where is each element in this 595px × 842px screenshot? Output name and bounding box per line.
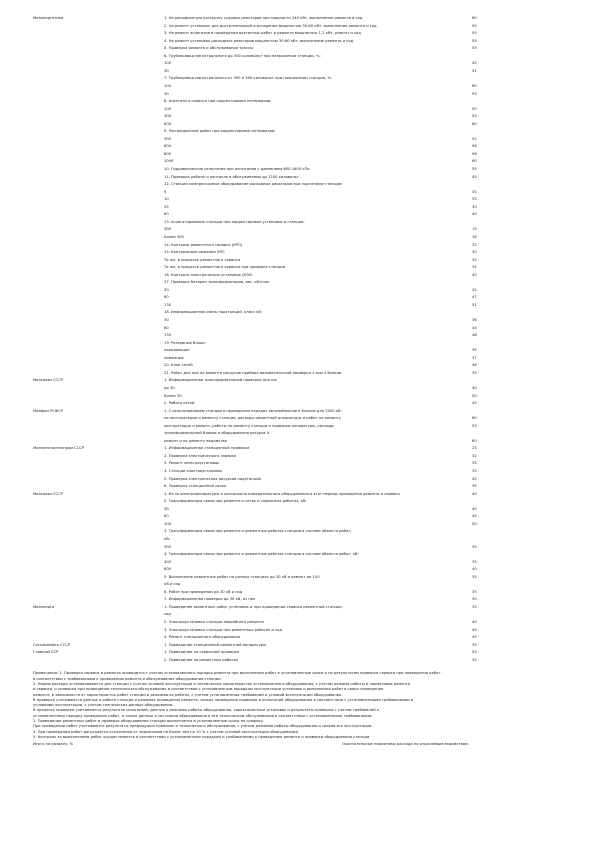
description-cell: 7. Трубопровод магистрального от 300 и 500 киловольт при напряжении станции, %: bbox=[164, 76, 333, 81]
value-cell: 45 bbox=[472, 514, 477, 519]
description-cell: 12. Станции компрессорные оборудование расходных реакторов при подготовке станции: bbox=[164, 182, 343, 187]
description-cell: 5. Проверка ремонта и обслуживания трассы bbox=[164, 46, 253, 51]
value-cell: 52 bbox=[472, 136, 477, 141]
description-cell: 14. Контроль ремонтного сервиса (КРО) bbox=[164, 242, 243, 247]
ministry-cell: Главный ССР bbox=[33, 650, 59, 655]
value-cell: 34 bbox=[472, 265, 477, 270]
description-cell: 5 bbox=[164, 189, 167, 194]
description-cell: 30 bbox=[164, 68, 169, 73]
value-cell: 30 bbox=[472, 250, 477, 255]
value-cell: 16 bbox=[472, 234, 477, 239]
description-cell: 17. Проверка батареи трансформаторов, вес. кВт/час: bbox=[164, 280, 271, 285]
value-cell: 35 bbox=[472, 657, 477, 662]
note-line: 5. Контроль за выполнением работ осуществляется в соответствии с установленным порядком и требованиями к проведению ремонта и проверки оборудования станции. bbox=[33, 734, 371, 739]
ministry-cell: Минэлектротехпром СССР bbox=[33, 446, 85, 451]
value-cell: 60 bbox=[472, 83, 477, 88]
value-cell: 60 bbox=[472, 416, 477, 421]
description-cell: 130 bbox=[164, 333, 172, 338]
value-cell: 35 bbox=[472, 197, 477, 202]
value-cell: 35 bbox=[472, 484, 477, 489]
description-cell: 300 bbox=[164, 544, 172, 549]
description-cell: приемные bbox=[164, 355, 184, 360]
description-cell: 2. Работа сетей bbox=[164, 401, 195, 406]
description-cell: 15. Контрольные решения (КР) bbox=[164, 250, 225, 255]
description-cell: кВ: bbox=[164, 536, 170, 541]
note-line: в соответствии с требованиями к проведению ремонта и обслуживания оборудования станции. bbox=[33, 676, 222, 681]
description-cell: 16. Контроль электрических установок (КЭУ) bbox=[164, 272, 253, 277]
ministry-cell: Минсвязи СССР bbox=[33, 378, 63, 383]
value-cell: 35 bbox=[472, 469, 477, 473]
value-cell: 35 bbox=[472, 642, 477, 647]
value-cell: 55 bbox=[472, 91, 477, 96]
value-cell: 45 bbox=[472, 174, 477, 179]
value-cell: 40 bbox=[472, 491, 477, 496]
description-cell: Более 30 bbox=[164, 393, 182, 398]
value-cell: 60 bbox=[472, 159, 477, 164]
ministry-cell: Минэнергетики bbox=[33, 16, 64, 20]
value-cell: 50 bbox=[472, 106, 477, 111]
value-cell: 44 bbox=[472, 325, 477, 330]
description-cell: 800 bbox=[164, 151, 172, 156]
description-cell: 600 bbox=[164, 567, 172, 572]
value-cell: 36 bbox=[472, 318, 477, 322]
value-cell: 50 bbox=[472, 521, 477, 526]
description-cell: 6. Трубопровод магистрального до 300 киловольт при напряжении станции, %: bbox=[164, 53, 321, 58]
description-cell: 10. Гидравлические испытания при испытании с давлением 600-1600 кПа bbox=[164, 167, 310, 171]
value-cell: 42 bbox=[472, 287, 477, 292]
description-cell: 300 bbox=[164, 136, 172, 141]
description-cell: То же, в процессе ремонтного сервиса при проверке станции bbox=[164, 265, 286, 270]
value-cell: 55 bbox=[472, 167, 477, 171]
value-cell: 51 bbox=[472, 302, 477, 307]
value-cell: 35 bbox=[472, 604, 477, 609]
description-cell: 7. Информационная проверка до 30 кВ, из них bbox=[164, 597, 256, 602]
description-cell: 4. На ремонт установок расходных реакторов мощностью 30-60 кВт, выполнение ремонта и сод bbox=[164, 38, 354, 43]
description-cell: 13. Агрегатирование станции при корректировке установки и станции: bbox=[164, 219, 305, 224]
description-cell: передающие bbox=[164, 348, 190, 353]
note-line: В процессе проверки учитываются результаты испытаний, данные о режимах работы оборудования, характеристики установок и результаты проверки с учетом требований к bbox=[33, 708, 380, 713]
description-cell: 2. Проведение на ремонтных работах bbox=[164, 657, 239, 662]
description-cell: 19. Резервные блоки: bbox=[164, 340, 206, 345]
value-cell: 55 bbox=[472, 31, 477, 36]
description-cell: 1. На расширенную разгрузку судовых реакторов при мощности 240 кВт, выполнение ремонта и сод bbox=[164, 16, 363, 20]
description-cell: 30 bbox=[164, 506, 169, 511]
description-cell: 20. Блок сетей bbox=[164, 363, 193, 368]
value-cell: 30 bbox=[472, 189, 477, 194]
description-cell: 30 bbox=[164, 287, 169, 292]
note-line: 4. При проведении работ допускается отклонение от нормативов не более чем на 10 % с учетом условий эксплуатации оборудования. bbox=[33, 729, 299, 734]
note-line: установленному порядку проведения работ, а также данные о состоянии оборудования и его техническом обслуживании в соответствии с установленными требованиями. bbox=[33, 713, 373, 718]
description-cell: 2. Трансформаторы связи при ремонте и сетях и сервисных работах, кВ: bbox=[164, 499, 307, 504]
value-cell: 60 bbox=[472, 16, 477, 20]
footer-left: Итого по разделу, % bbox=[33, 742, 74, 747]
value-cell: 30 bbox=[472, 204, 477, 209]
description-cell: 60 bbox=[164, 295, 169, 300]
note-line: ремонта, в зависимости от характеристик работ станции и режимов ее работы, с учетом установленных требований и условий эксплуатации оборудования. bbox=[33, 692, 343, 697]
description-cell: 1000 bbox=[164, 159, 174, 164]
value-cell: 48 bbox=[472, 333, 477, 338]
description-cell: Более 300 bbox=[164, 234, 184, 239]
description-cell: 2. На ремонт установок для дистилляторной и испарения мощностью 30-60 кВт, выполнение ремонта и сод bbox=[164, 23, 377, 28]
description-cell: 1. Информационная станционной проверки bbox=[164, 446, 250, 451]
value-cell: 35 bbox=[472, 589, 477, 594]
description-cell: 2. Проверка электрического сервиса bbox=[164, 453, 237, 458]
value-cell: 15 bbox=[472, 227, 477, 232]
description-cell: 300 bbox=[164, 227, 172, 232]
description-cell: 130 bbox=[164, 302, 172, 307]
value-cell: 51 bbox=[472, 68, 477, 73]
description-cell: 4. Станции электроустановок bbox=[164, 469, 223, 473]
description-cell: 600 bbox=[164, 121, 172, 126]
description-cell: 2. Электроустановки станции аварийного ремонта bbox=[164, 620, 264, 624]
ministry-cell: Минсвязи СССР bbox=[33, 491, 63, 496]
description-cell: 8. Агрегаты в сервисе при корректировке интервалов: bbox=[164, 99, 272, 104]
description-cell: 60 bbox=[164, 325, 169, 330]
value-cell: 55 bbox=[472, 46, 477, 51]
value-cell: 37 bbox=[472, 355, 477, 360]
description-cell: 100 bbox=[164, 106, 172, 111]
description-cell: 1. Проведение станционной ремонтной аппаратуры bbox=[164, 642, 267, 647]
description-cell: кВ и сод bbox=[164, 582, 181, 587]
value-cell: 45 bbox=[472, 401, 477, 406]
value-cell: 48 bbox=[472, 363, 477, 368]
value-cell: 40 bbox=[472, 506, 477, 511]
value-cell: 47 bbox=[472, 295, 477, 300]
description-cell: эксплуатация и ремонт, работы по ремонту станции и проверки аппаратуры, расходы bbox=[164, 423, 334, 428]
description-cell: 21. Работ для при их ремонте ресурсов прибора автоматической проверки 4 или 4 блоков bbox=[164, 370, 342, 375]
value-cell: 35 bbox=[472, 574, 477, 579]
value-cell: 40 bbox=[472, 620, 477, 624]
description-cell: 1. Из-за электроаппаратуры и контрольно-измерительного оборудования в этот период проведения ремонта и сервиса bbox=[164, 491, 400, 496]
ministry-cell: Госкомнефть СССР bbox=[33, 642, 71, 647]
note-line: При проведении работ учитываются результаты предыдущих проверок и технического обслуживания, с учетом режимов работы оборудования и сроков его эксплуатации. bbox=[33, 724, 373, 729]
description-cell: 100 bbox=[164, 83, 172, 88]
value-cell: 55 bbox=[472, 23, 477, 28]
description-cell: 60 bbox=[164, 514, 169, 519]
description-cell: 3. Ремонт электроустановок bbox=[164, 461, 220, 466]
value-cell: 55 bbox=[472, 38, 477, 43]
value-cell: 55 bbox=[472, 114, 477, 119]
description-cell: 30 bbox=[164, 318, 169, 322]
value-cell: 35 bbox=[472, 348, 477, 353]
description-cell: 400 bbox=[164, 559, 172, 564]
value-cell: 35 bbox=[472, 370, 477, 375]
description-cell: до 30 bbox=[164, 385, 175, 390]
description-cell: 1. Проведение на сервисной проверке bbox=[164, 650, 240, 655]
value-cell: 45 bbox=[472, 635, 477, 640]
value-cell: 40 bbox=[472, 385, 477, 390]
note-line: В проверке учитываются данные о работе станции и режимах проведения ремонта, сроках проведения проверки и испытаний оборудования в соответствии с установленными требованиями и bbox=[33, 697, 414, 702]
note-line: условиями эксплуатации, с учетом технических данных оборудования. bbox=[33, 703, 174, 708]
description-cell: То же, в процессе ремонтного сервиса bbox=[164, 257, 240, 262]
description-cell: трансформаторной блоков и оборудования ресурса А bbox=[164, 431, 270, 436]
note-line: 2. Нормы расхода устанавливаются для станции с учетом условий эксплуатации и технических характеристик установленного оборудования, с учетом режима работы и нормативов ремонта bbox=[33, 681, 411, 686]
description-cell: 100 bbox=[164, 521, 172, 526]
description-cell: по эксплуатации и ремонту станции, расходы ремонтной аппаратуры и работ по ремонту bbox=[164, 416, 341, 421]
description-cell: 4. Ремонт станционного оборудования bbox=[164, 635, 240, 640]
description-cell: 9. Распределение работ при корректировке интервалов: bbox=[164, 129, 276, 134]
note-line: и сервиса, и проверки при проведении технического обслуживания в соответствии с установленным порядком эксплуатации установок и выполнения работ в сроки проведения bbox=[33, 687, 384, 692]
description-cell: 3. Электроустановки станции при ремонтных работах и сод bbox=[164, 627, 282, 632]
description-cell: 3. На ремонт агрегатов в проведении вахтенных работ и ремонта мощностью 1-2 кВт, ремонт и сод bbox=[164, 31, 361, 36]
description-cell: 25 bbox=[164, 204, 169, 209]
value-cell: 40 bbox=[472, 212, 477, 217]
description-cell: 6. Работ при проведении до 30 кВ и сод bbox=[164, 589, 243, 594]
value-cell: 40 bbox=[472, 567, 477, 572]
description-cell: 18. Информационная связь подстанций, класс кВ: bbox=[164, 310, 263, 315]
description-cell: 4. Трансформаторы связи при ремонте и ремонтных работах станции в составе объекта работ, кВ: bbox=[164, 552, 359, 557]
description-cell: сод bbox=[164, 612, 171, 617]
description-cell: ремонт и по ремонту ведомства bbox=[164, 438, 227, 443]
value-cell: 45 bbox=[472, 61, 477, 66]
value-cell: 50 bbox=[472, 393, 477, 398]
description-cell: 100 bbox=[164, 61, 172, 66]
description-cell: 5. Выполнение ремонтных работ на разных станциях до 30 кВ и ремонт до 100 bbox=[164, 574, 320, 579]
value-cell: 32 bbox=[472, 453, 477, 458]
ministry-cell: Минэнерго bbox=[33, 604, 55, 609]
description-cell: 3. Трансформаторы связи при ремонте и ремонтных работах станции в составе объекта работ, bbox=[164, 529, 352, 534]
value-cell: 32 bbox=[472, 242, 477, 247]
value-cell: 60 bbox=[472, 438, 477, 443]
footer-right: Окончательные нормативы расхода по отраслевым ведомствам bbox=[342, 742, 468, 747]
description-cell: 1. С использованием станции в проведении передач автомобильного блоком для 2000 кВ: bbox=[164, 408, 342, 413]
description-cell: 5. Проверка электрических ресурсов подстанций bbox=[164, 476, 261, 481]
value-cell: 25 bbox=[472, 446, 477, 451]
value-cell: 45 bbox=[472, 627, 477, 632]
description-cell: 1. Информационная трансформаторной проверки при км: bbox=[164, 378, 278, 383]
description-cell: 30 bbox=[164, 91, 169, 96]
description-cell: 1. Проведение ремонтных работ установок и при проведении сервиса ремонтной станции bbox=[164, 604, 342, 609]
value-cell: 35 bbox=[472, 257, 477, 262]
value-cell: 58 bbox=[472, 151, 477, 156]
note-line: Примечания: 1. Проверка сервиса и ремонта проводится с учетом установленного порядка ремонта при выполнении работ в установленные сроки и по результатам проверки сервиса при проведении работ - bbox=[33, 671, 443, 676]
description-cell: 11. Проверка работы и контроль в обслуживании до 1200 киловольт bbox=[164, 174, 299, 179]
description-cell: 10 bbox=[164, 197, 169, 202]
note-line: 3. Проведение ремонтных работ и проверок оборудования станции выполняется в установленные сроки по графику. bbox=[33, 719, 265, 723]
value-cell: 40 bbox=[472, 272, 477, 277]
value-cell: 56 bbox=[472, 144, 477, 149]
ministry-cell: Минфин РСФСР bbox=[33, 408, 63, 413]
value-cell: 45 bbox=[472, 476, 477, 481]
value-cell: 35 bbox=[472, 559, 477, 564]
value-cell: 30 bbox=[472, 597, 477, 602]
value-cell: 55 bbox=[472, 423, 477, 428]
value-cell: 60 bbox=[472, 121, 477, 126]
description-cell: 60 bbox=[164, 212, 169, 217]
description-cell: 6. Проверка станционной связи bbox=[164, 484, 226, 489]
value-cell: 55 bbox=[472, 650, 477, 655]
description-cell: 300 bbox=[164, 114, 172, 119]
description-cell: 600 bbox=[164, 144, 172, 149]
value-cell: 35 bbox=[472, 544, 477, 549]
value-cell: 35 bbox=[472, 461, 477, 466]
